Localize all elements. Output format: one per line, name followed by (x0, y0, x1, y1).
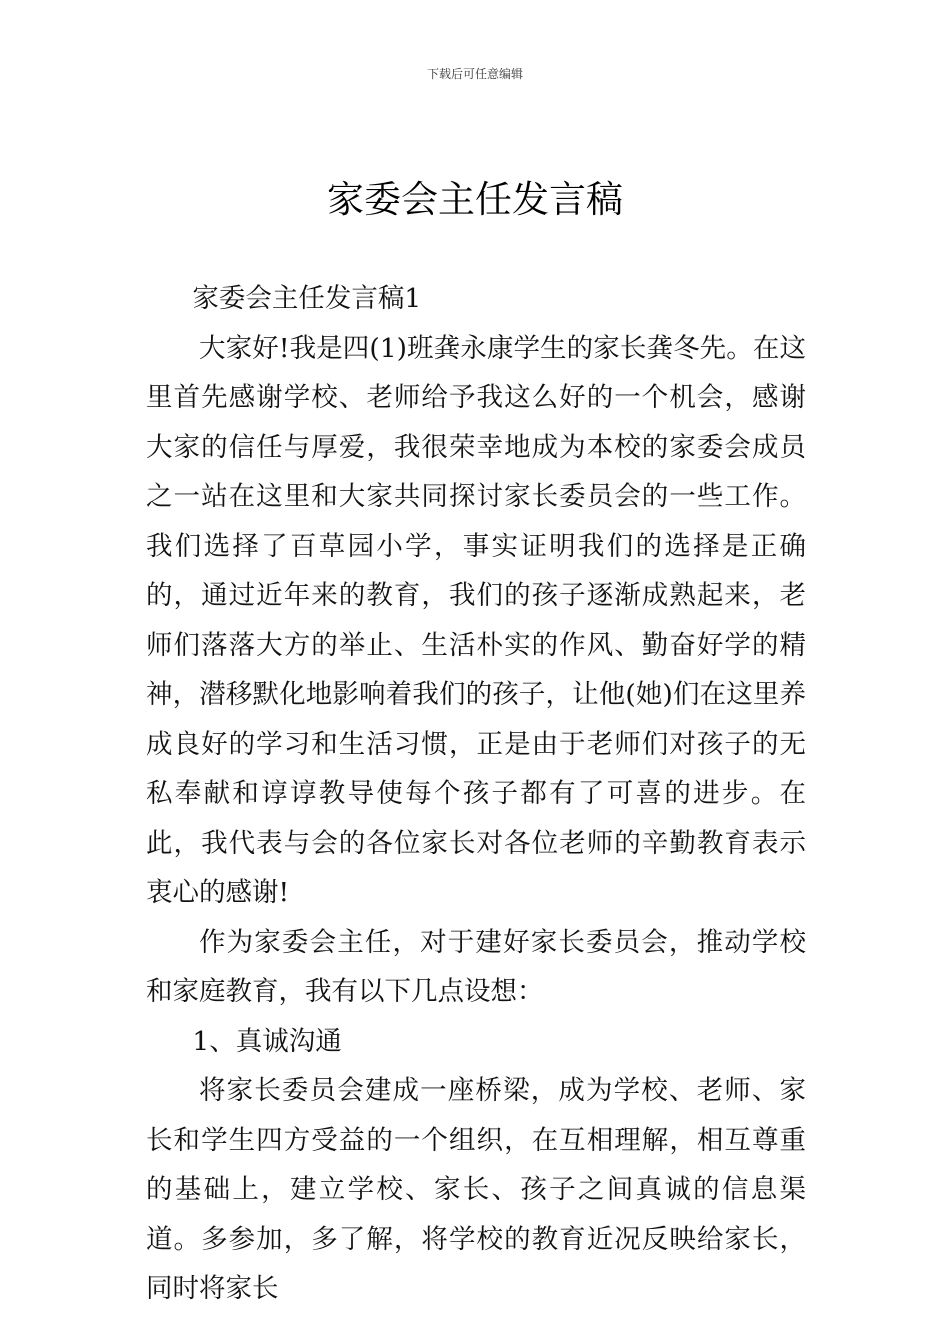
section-title: 家委会主任发言稿1 (192, 283, 422, 314)
document-title: 家委会主任发言稿 (327, 178, 623, 221)
paragraph-proposals-intro: 作为家委会主任，对于建好家长委员会，推动学校和家庭教育，我有以下几点设想： (146, 926, 806, 1007)
document-body (146, 274, 806, 1314)
paragraph-greeting: 大家好!我是四(1)班龚永康学生的家长龚冬先。在这里首先感谢学校、老师给予我这么好的一个机会，感谢大家的信任与厚爱，我很荣幸地成为本校的家委会成员之一站在这里和大家共同探讨家长委员会的一些工作。我们选择了百草园小学，事实证明我们的选择是正确的，通过近年来的教育，我们的孩子逐渐成熟起来，老师们落落大方的举止、生活朴实的作风、勤奋好学的精神，潜移默化地影响着我们的孩子，让他(她)们在这里养成良好的学习和生活习惯，正是由于老师们对孩子的无私奉献和谆谆教导使每个孩子都有了可喜的进步。在此，我代表与会的各位家长对各位老师的辛勤教育表示衷心的感谢! (146, 332, 806, 908)
point-heading-communication: 1、真诚沟通 (192, 1025, 342, 1057)
page-header-note: 下载后可任意编辑 (426, 67, 523, 81)
paragraph-communication: 将家长委员会建成一座桥梁，成为学校、老师、家长和学生四方受益的一个组织，在互相理解，相互尊重的基础上，建立学校、家长、孩子之间真诚的信息渠道。多参加，多了解，将学校的教育近况反映给家长，同时将家长 (146, 1075, 806, 1304)
